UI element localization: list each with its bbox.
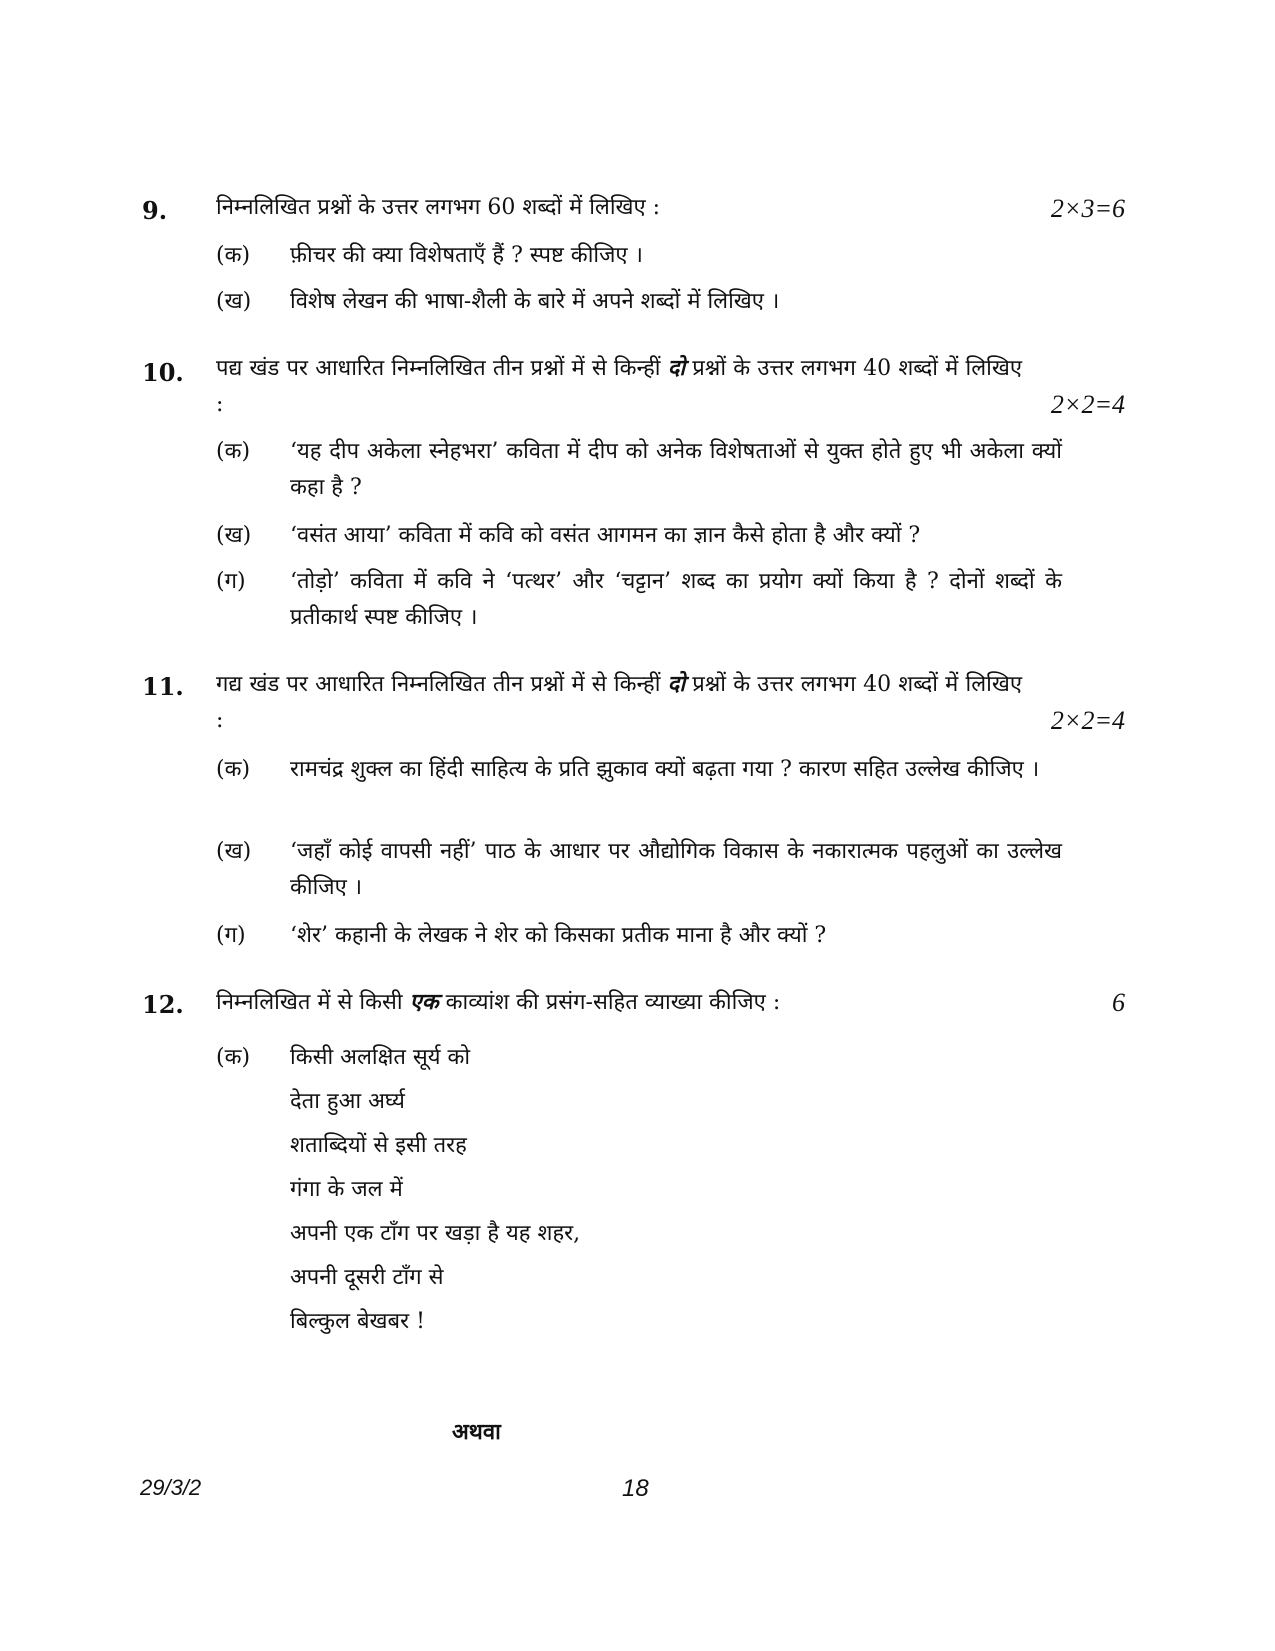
poem-line: अपनी दूसरी टाँग से [290, 1265, 444, 1290]
question-text [216, 666, 1022, 739]
poem-line: किसी अलक्षित सूर्य को [290, 1045, 471, 1070]
sub-question-text: ‘यह दीप अकेला स्नेहभरा’ कविता में दीप को अनेक विशेषताओं से युक्त होते हुए भी अकेला क्यों कहा है ? [290, 439, 1062, 500]
page-number: 18 [622, 1475, 649, 1502]
sub-question-text: रामचंद्र शुक्ल का हिंदी साहित्य के प्रति झुकाव क्यों बढ़ता गया ? कारण सहित उल्लेख कीजिए । [290, 757, 1040, 782]
question-text-start: निम्नलिखित में से किसी [216, 990, 403, 1015]
sub-question-label: (ग) [216, 923, 246, 948]
sub-question-text: ‘शेर’ कहानी के लेखक ने शेर को किसका प्रतीक माना है और क्यों ? [290, 923, 827, 948]
question-text-start: गद्य खंड पर आधारित निम्नलिखित तीन प्रश्नों में से किन्हीं [216, 672, 661, 697]
sub-question-label: (ख) [216, 523, 252, 548]
emphasis-word: दो [667, 671, 686, 697]
sub-question-text: विशेष लेखन की भाषा-शैली के बारे में अपने शब्दों में लिखिए । [290, 289, 780, 314]
sub-question-text: ‘जहाँ कोई वापसी नहीं’ पाठ के आधार पर औद्योगिक विकास के नकारात्मक पहलुओं का उल्लेख कीजिए । [290, 839, 1062, 900]
question-number: 9. [142, 196, 168, 225]
poem-line: देता हुआ अर्घ्य [290, 1089, 405, 1114]
question-text-end: प्रश्नों के उत्तर लगभग 40 शब्दों में लिखिए : [216, 672, 1022, 733]
question-text-end: काव्यांश की प्रसंग-सहित व्याख्या कीजिए : [445, 990, 781, 1015]
question-number: 11. [142, 672, 184, 701]
poem-line: बिल्कुल बेखबर ! [290, 1309, 425, 1334]
sub-question-label: (क) [216, 439, 251, 464]
poem-line: अपनी एक टाँग पर खड़ा है यह शहर, [290, 1221, 581, 1246]
marks: 2×2=4 [1050, 390, 1125, 419]
sub-question-label: (क) [216, 757, 251, 782]
emphasis-word: एक [409, 989, 439, 1015]
emphasis-word: दो [667, 355, 686, 381]
question-number: 12. [142, 990, 184, 1019]
sub-question-label: (ग) [216, 569, 246, 594]
question-text [216, 984, 1022, 1021]
sub-question-text: ‘तोड़ो’ कविता में कवि ने ‘पत्थर’ और ‘चट्टान’ शब्द का प्रयोग क्यों किया है ? दोनों शब्दों के प्रतीकार्थ स्पष्ट कीजिए । [290, 569, 1062, 630]
marks: 6 [1112, 988, 1125, 1017]
paper-code: 29/3/2 [140, 1475, 202, 1500]
sub-question-label: (क) [216, 243, 251, 268]
sub-question-label: (ख) [216, 839, 252, 864]
question-text [216, 350, 1022, 423]
question-number: 10. [142, 358, 184, 387]
marks: 2×3=6 [1050, 194, 1125, 223]
question-text-end: प्रश्नों के उत्तर लगभग 40 शब्दों में लिखिए : [216, 356, 1022, 417]
sub-question-text: फ़ीचर की क्या विशेषताएँ हैं ? स्पष्ट कीजिए । [290, 243, 643, 268]
sub-question-label: (क) [216, 1045, 251, 1070]
poem-line: शताब्दियों से इसी तरह [290, 1133, 467, 1158]
sub-question-label: (ख) [216, 289, 252, 314]
poem-line: गंगा के जल में [290, 1177, 403, 1202]
sub-question-text: ‘वसंत आया’ कविता में कवि को वसंत आगमन का ज्ञान कैसे होता है और क्यों ? [290, 523, 921, 548]
or-separator: अथवा [452, 1419, 501, 1445]
question-text: निम्नलिखित प्रश्नों के उत्तर लगभग 60 शब्दों में लिखिए : [216, 195, 661, 220]
question-text-start: पद्य खंड पर आधारित निम्नलिखित तीन प्रश्नों में से किन्हीं [216, 356, 661, 381]
marks: 2×2=4 [1050, 706, 1125, 735]
